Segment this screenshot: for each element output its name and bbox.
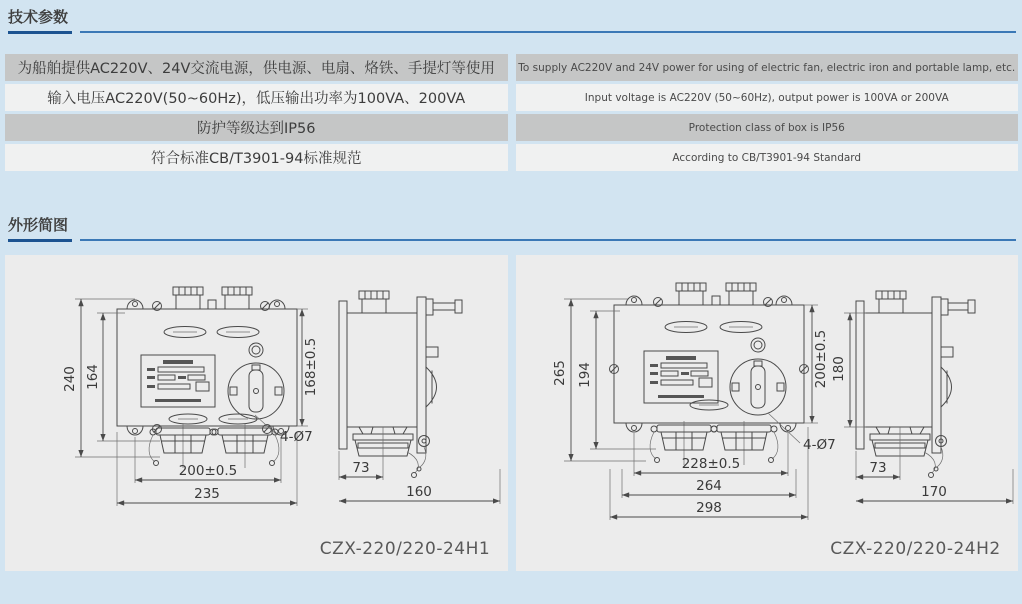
label-tag — [169, 414, 207, 424]
cable-gland — [173, 287, 203, 309]
outline-drawing-h2 — [516, 255, 1019, 535]
rotary-switch — [730, 359, 786, 415]
spec-cell-en: According to CB/T3901-94 Standard — [516, 144, 1019, 171]
side-view-dimensions — [831, 313, 1013, 504]
indicator-lamp — [249, 343, 263, 357]
header-rule — [80, 239, 1016, 241]
spec-table — [5, 54, 1018, 171]
cable-gland — [359, 291, 389, 313]
catalog-page — [0, 8, 1022, 604]
cable-gland — [876, 291, 906, 313]
label-tag — [690, 400, 728, 410]
rotary-switch — [228, 363, 284, 419]
dim-holes: 4-Ø7 — [280, 429, 313, 445]
label-tag — [720, 322, 762, 333]
drawing-panel-h2 — [516, 255, 1019, 571]
label-tag — [164, 327, 206, 338]
dim-overall-height: 240 — [62, 366, 78, 392]
dim-front-depth: 73 — [352, 460, 370, 476]
outline-drawing-h1 — [5, 255, 508, 535]
drawing-panels — [5, 255, 1018, 571]
spec-cell-zh: 为船舶提供AC220V、24V交流电源，供电源、电扇、烙铁、手提灯等使用 — [5, 54, 508, 81]
dim-overall-height: 265 — [551, 360, 568, 386]
socket-outlet — [150, 424, 216, 468]
side-view — [856, 291, 975, 478]
dim-front-depth: 73 — [868, 460, 887, 476]
dim-body-height: 200±0.5 — [812, 329, 829, 389]
side-view — [339, 291, 462, 478]
dim-mount-height: 194 — [576, 362, 593, 388]
dim-overall-width: 235 — [194, 486, 220, 502]
label-tag — [217, 327, 259, 338]
nameplate — [141, 355, 215, 407]
dim-mount-width: 228±0.5 — [681, 456, 740, 472]
dim-mount-width: 200±0.5 — [178, 463, 238, 479]
spec-cell-en: Input voltage is AC220V (50~60Hz), output power is 100VA or 200VA — [516, 84, 1019, 111]
spec-cell-en: Protection class of box is IP56 — [516, 114, 1019, 141]
cable-gland — [676, 283, 706, 305]
tech-params-header — [8, 8, 1016, 34]
indicator-lamp — [751, 338, 765, 352]
model-label: CZX-220/220-24H2 — [830, 539, 1001, 559]
dim-mid-width: 264 — [695, 478, 722, 494]
outline-header — [8, 216, 1016, 242]
nameplate — [644, 351, 718, 403]
tech-params-title: 技术参数 — [8, 8, 72, 34]
socket-outlet — [212, 424, 278, 468]
dim-mount-height: 164 — [85, 364, 101, 390]
dim-overall-depth: 170 — [920, 484, 947, 500]
front-view-dimensions — [62, 299, 319, 506]
cable-gland — [726, 283, 756, 305]
front-view — [609, 283, 808, 465]
dim-holes: 4-Ø7 — [802, 437, 836, 453]
outline-title: 外形简图 — [8, 216, 72, 242]
label-tag — [665, 322, 707, 333]
spec-cell-zh: 防护等级达到IP56 — [5, 114, 508, 141]
drawing-panel-h1 — [5, 255, 508, 571]
spec-cell-zh: 符合标准CB/T3901-94标准规范 — [5, 144, 508, 171]
dim-overall-depth: 160 — [406, 484, 432, 500]
dim-overall-width: 298 — [695, 500, 722, 516]
switch-handle-profile — [941, 367, 952, 407]
dim-side-height: 180 — [830, 356, 847, 382]
spec-cell-zh: 输入电压AC220V(50~60Hz)，低压输出功率为100VA、200VA — [5, 84, 508, 111]
cable-gland — [222, 287, 252, 309]
side-view-dimensions — [339, 451, 500, 504]
dim-body-height: 168±0.5 — [303, 337, 319, 397]
header-rule — [80, 31, 1016, 33]
model-label: CZX-220/220-24H1 — [319, 539, 491, 559]
switch-handle-profile — [426, 367, 437, 407]
spec-cell-en: To supply AC220V and 24V power for using of electric fan, electric iron and portable lamp, etc. — [516, 54, 1019, 81]
